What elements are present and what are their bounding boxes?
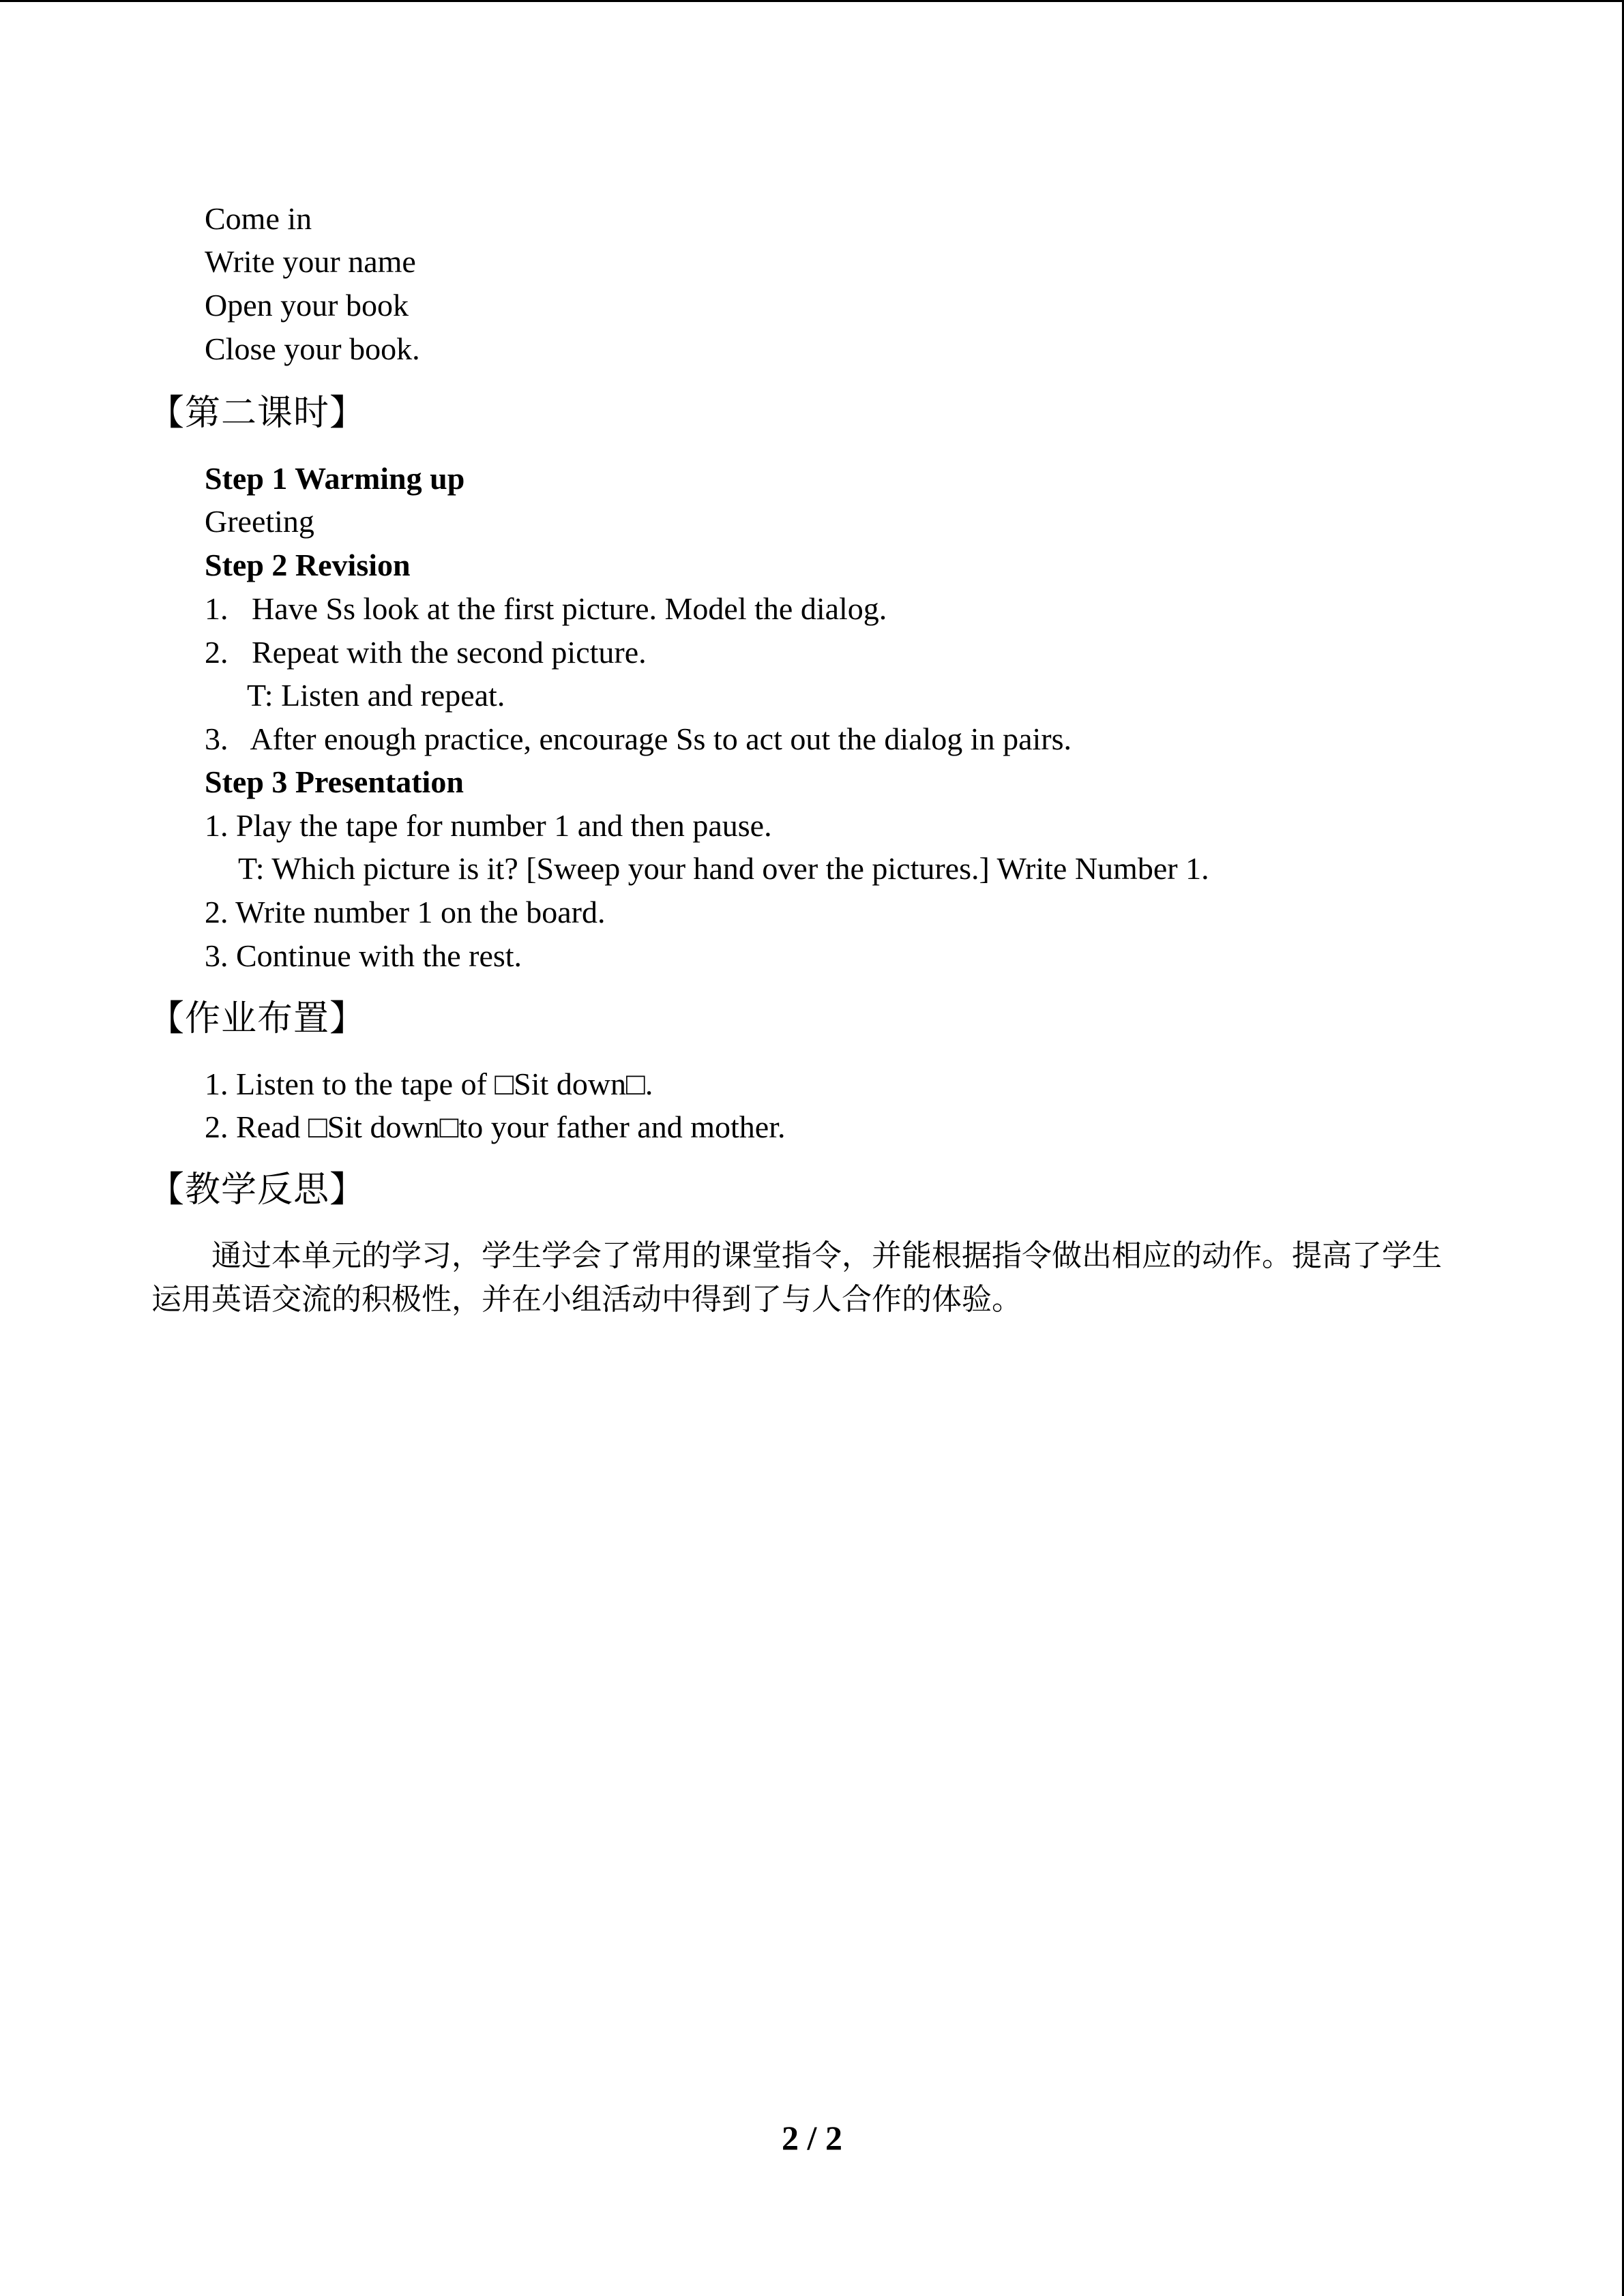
list-item-close-book: Close your book. <box>205 331 420 366</box>
list-item-write-name: Write your name <box>205 244 416 279</box>
page-number: 2 / 2 <box>782 2119 842 2157</box>
step2-item-2-sub: T: Listen and repeat. <box>247 678 505 713</box>
step3-item-3: 3. Continue with the rest. <box>205 938 522 973</box>
page-top-border <box>0 0 1624 2</box>
step2-title: Step 2 Revision <box>205 548 411 582</box>
homework-item-1: 1. Listen to the tape of □Sit down□. <box>205 1067 653 1101</box>
list-item-come-in: Come in <box>205 201 312 236</box>
step2-item-2: 2. Repeat with the second picture. <box>205 635 647 670</box>
step2-item-3: 3. After enough practice, encourage Ss to act out the dialog in pairs. <box>205 721 1072 756</box>
step3-item-1-sub: T: Which picture is it? [Sweep your hand over the pictures.] Write Number 1. <box>238 851 1209 886</box>
step3-item-2: 2. Write number 1 on the board. <box>205 895 606 929</box>
step3-title: Step 3 Presentation <box>205 764 464 799</box>
reflection-paragraph: 通过本单元的学习，学生学会了常用的课堂指令，并能根据指令做出相应的动作。提高了学生运用英语交流的积极性，并在小组活动中得到了与人合作的体验。 <box>151 1238 1442 1317</box>
step3-item-1: 1. Play the tape for number 1 and then pause. <box>205 808 772 843</box>
step1-text: Greeting <box>205 504 314 539</box>
homework-item-2: 2. Read □Sit down□to your father and mother. <box>205 1109 786 1144</box>
section-heading-reflection: 【教学反思】 <box>149 1169 366 1210</box>
step2-item-1: 1. Have Ss look at the first picture. Model the dialog. <box>205 591 887 626</box>
list-item-open-book: Open your book <box>205 288 409 323</box>
step1-title: Step 1 Warming up <box>205 461 465 496</box>
section-heading-homework: 【作业布置】 <box>149 998 366 1039</box>
section-heading-second-lesson: 【第二课时】 <box>149 393 366 434</box>
